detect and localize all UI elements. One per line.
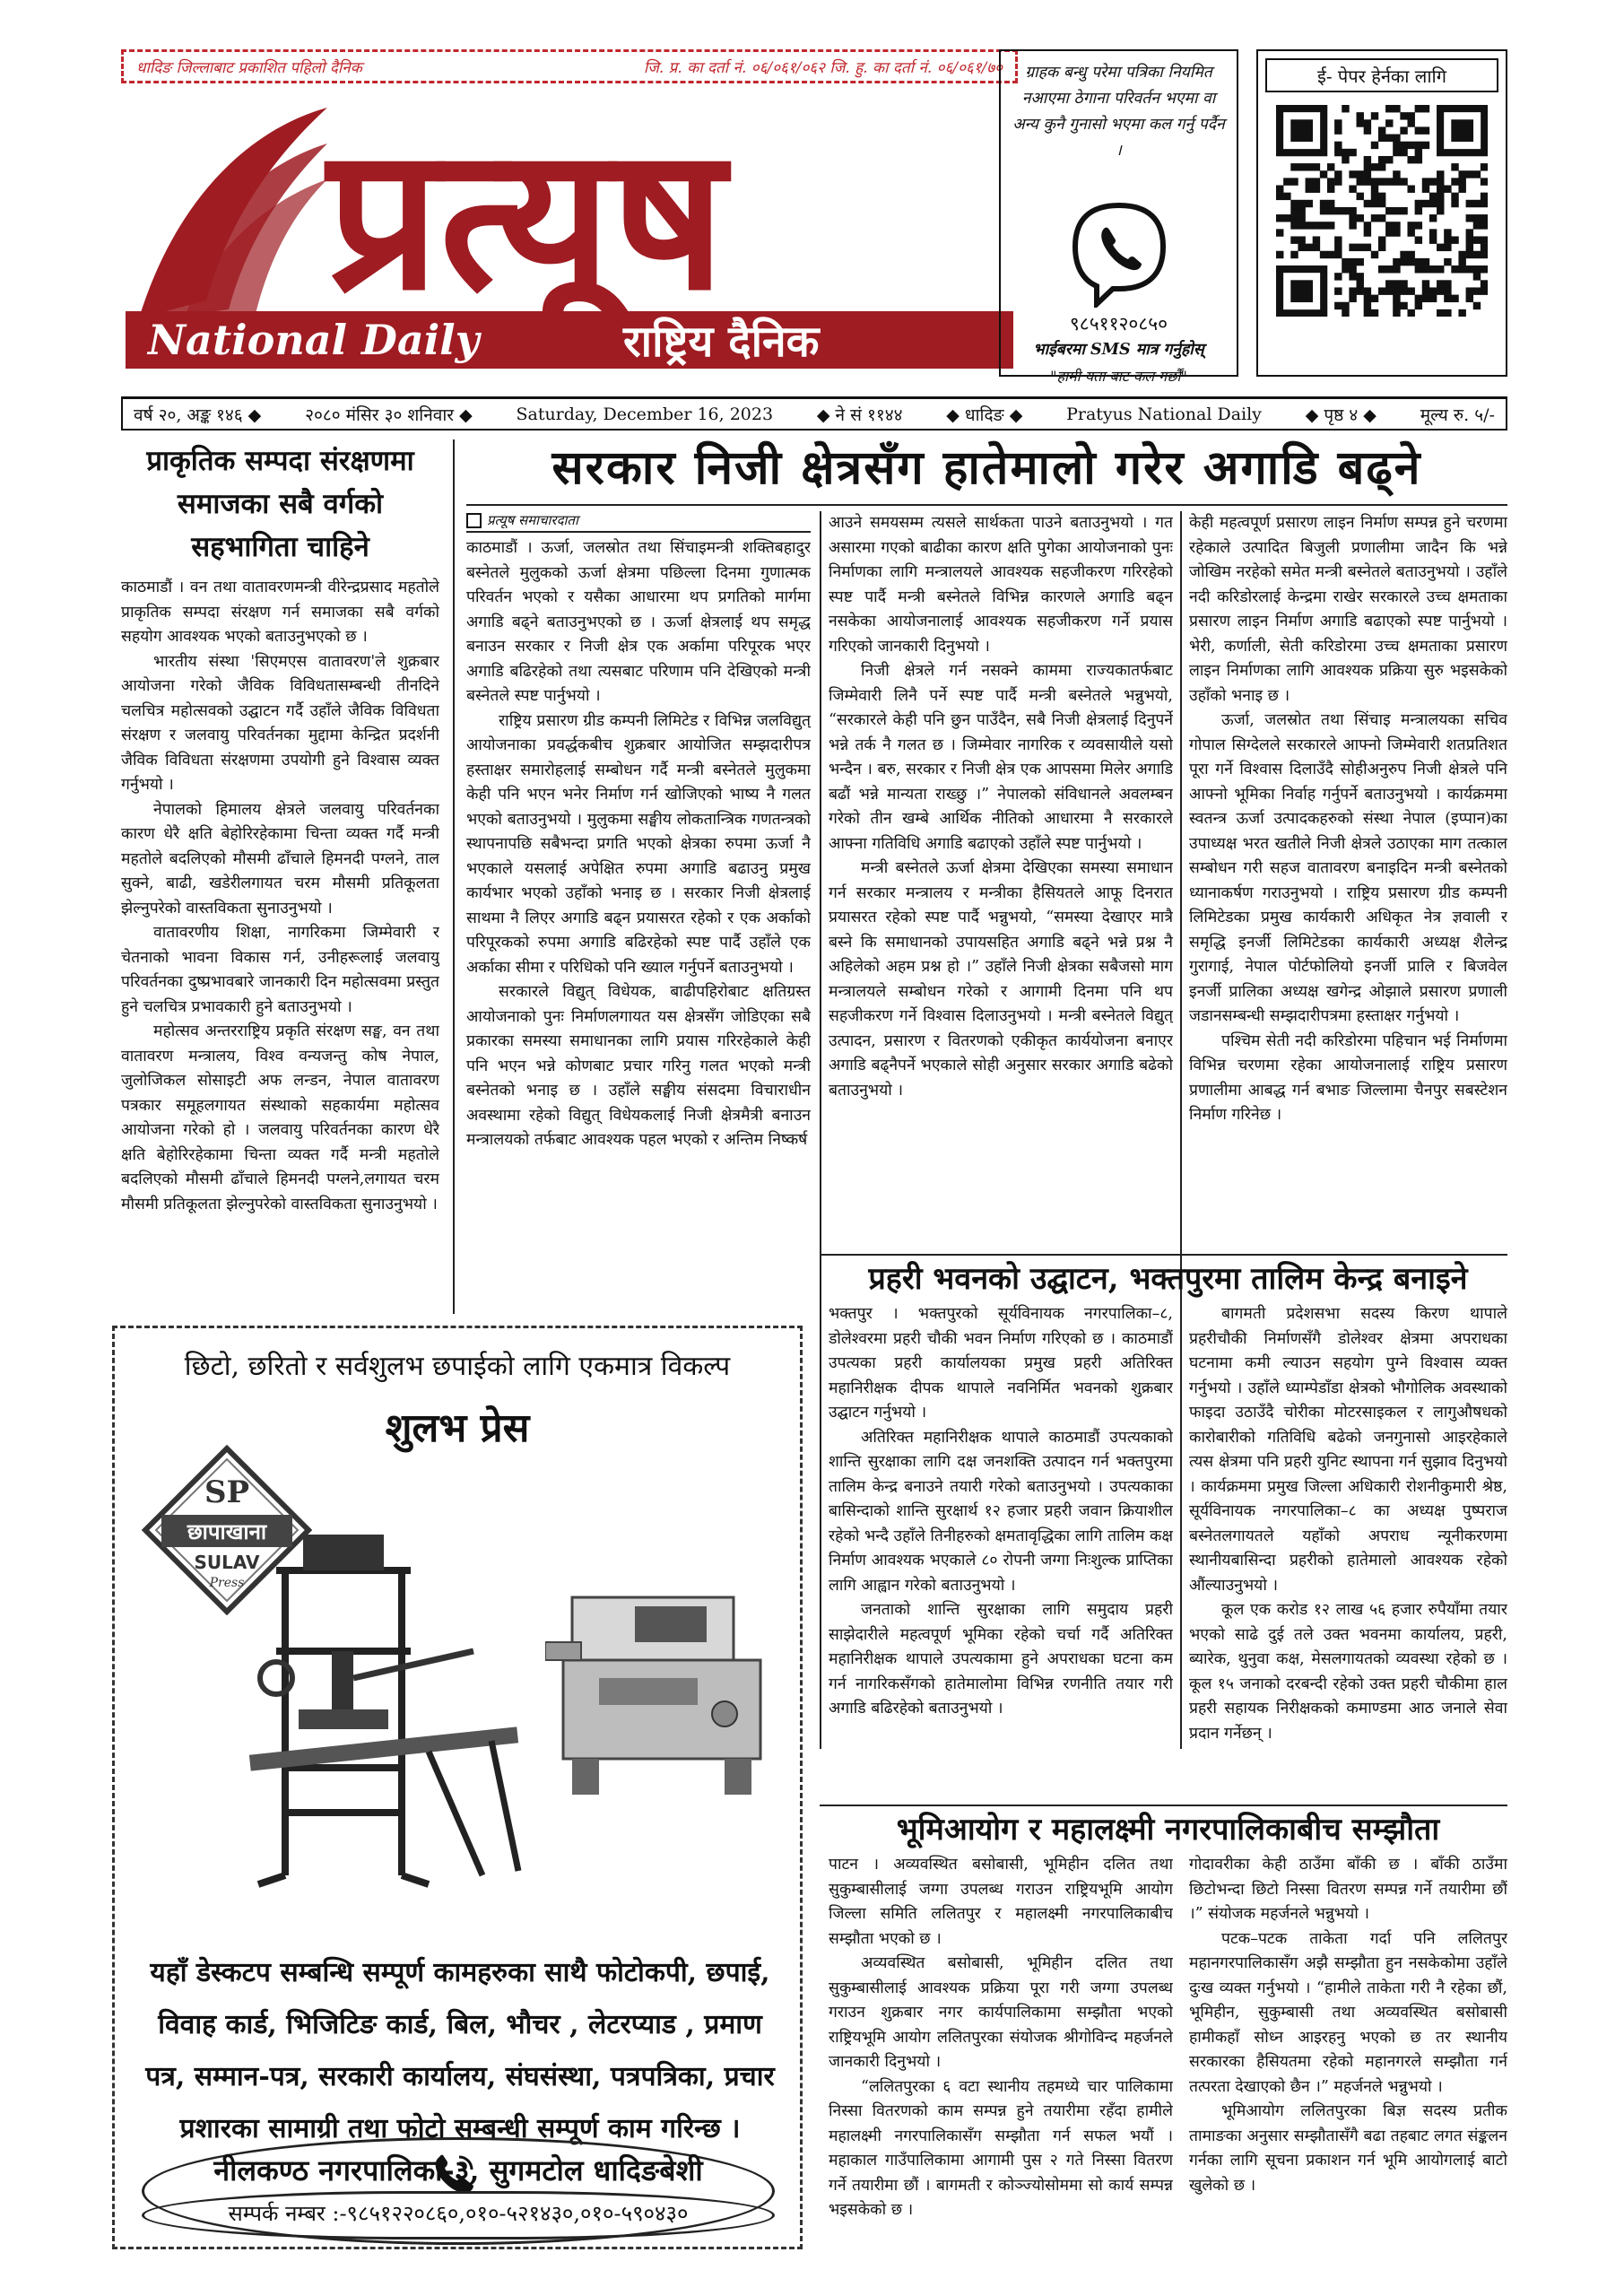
masthead-title: प्रत्यूष <box>327 101 725 334</box>
epaper-box <box>1256 49 1507 377</box>
section-rule <box>820 1254 1507 1256</box>
paragraph: पश्चिम सेती नदी करिडोरमा पहिचान भई निर्माणमा विभिन्न चरणमा रहेका आयोजनालाई राष्ट्रिय प्रसारण प्रणालीमा आबद्ध गर्न बभाङ जिल्लामा चैनपुर सबस्टेशन निर्माण गरिनेछ । <box>1189 1031 1507 1124</box>
paragraph: अतिरिक्त महानिरीक्षक थापाले काठमाडौं उपत्यकाको शान्ति सुरक्षाका लागि दक्ष जनशक्ति उत्पादन गर्न भक्तपुरमा तालिम केन्द्र बनाउने तयारी गरेको बताउनुभयो । उपत्यकाका बासिन्दाको शान्ति सुरक्षार्थ १२ हजार प्रहरी जवान क्रियाशील रहेको भन्दै उहाँले तिनीहरुको क्षमतावृद्धिका लागि तालिम कक्ष निर्माण आवश्यक भएकाले ८० रोपनी जग्गा निःशुल्क प्राप्तिका लागि आह्वान गरेको बताउनुभयो । <box>829 1428 1173 1595</box>
paragraph: पाटन । अव्यवस्थित बसोबासी, भूमिहीन दलित तथा सुकुम्बासीलाई जग्गा उपलब्ध गराउन राष्ट्रियभूमि आयोग जिल्ला समिति ललितपुर र महालक्ष्मी नगरपालिकाबीच सम्झौता भएको छ । <box>829 1856 1173 1948</box>
paragraph: सरकारले विद्युत् विधेयक, बाढीपहिरोबाट क्षतिग्रस्त आयोजनाको पुनः निर्माणलगायत यस क्षेत्रसँग जोडिएका सबै प्रकारका समस्या समाधानका लागि प्रयास गरिरहेकाले केही पनि भएन भन्ने कोणबाट प्रचार गरिनु गलत भएको मन्त्री बस्नेतको भनाइ छ । उहाँले सङ्घीय संसदमा विचाराधीन अवस्थामा रहेको विद्युत् विधेयकलाई निजी क्षेत्रमैत्री बनाउन मन्त्रालयको तर्फबाट आवश्यक पहल भएको र अन्तिम निष्कर्ष <box>466 983 811 1149</box>
advert-contact: सम्पर्क नम्बर :-९८५१२२०८६०,०१०-५२१४३०,०१०-५९०४३० <box>228 2201 689 2226</box>
article-land-col2 <box>1189 1853 1507 2248</box>
epaper-label: ई- पेपर हेर्नका लागि <box>1265 58 1498 92</box>
advert-contact-oval <box>142 2137 775 2245</box>
offset-machine-illustration <box>545 1579 778 1804</box>
paragraph: नेपालको हिमालय क्षेत्रले जलवायु परिवर्तनका कारण धेरै क्षति बेहोरिरहेकामा चिन्ता व्यक्त गर्दै मन्त्री महतोले बदलिएको मौसमी ढाँचाले हिमनदी पग्लने, ताल सुक्ने, बाढी, खडेरीलगायत चरम मौसमी प्रतिकूलता झेल्नुपरेको वास्तविकता सुनाउनुभयो । <box>121 800 439 918</box>
checkbox-icon <box>466 513 482 528</box>
article-lead-col1-body <box>466 536 811 1312</box>
dateline-item: २०८० मंसिर ३० शनिवार ◆ <box>305 404 473 425</box>
article-lead-col2 <box>829 511 1173 1251</box>
paragraph: भक्तपुर । भक्तपुरको सूर्यविनायक नगरपालिका–८, डोलेश्वरमा प्रहरी चौकी भवन निर्माण गरिएको छ । काठमाडौं उपत्यका प्रहरी कार्यालयका प्रमुख प्रहरी अतिरिक्त महानिरीक्षक दीपक थापाले नवनिर्मित भवनको शुक्रबार उद्घाटन गर्नुभयो । <box>829 1305 1173 1422</box>
paragraph: वातावरणीय शिक्षा, नागरिकमा जिम्मेवारी र चेतनाको भावना विकास गर्न, उनीहरूलाई जलवायु परिवर्तनका दुष्प्रभावबारे जानकारी दिन महोत्सवमा प्रस्तुत हुने चलचित्र प्रभावकारी हुने बताउनुभयो । <box>121 924 439 1016</box>
registration-left: धादिङ जिल्लाबाट प्रकाशित पहिलो दैनिक <box>136 58 362 77</box>
article-police-col1-body <box>829 1302 1173 1800</box>
masthead-english: National Daily <box>148 316 480 364</box>
paragraph: अव्यवस्थित बसोबासी, भूमिहीन दलित तथा सुकुम्बासीलाई आवश्यक प्रक्रिया पूरा गरी जग्गा उपलब्ध गराउन शुक्रबार नगर कार्यपालिकामा सम्झौता भएको राष्ट्रियभूमि आयोग ललितपुरका संयोजक श्रीगोविन्द महर्जनले जानकारी दिनुभयो । <box>829 1954 1173 2071</box>
byline-text: प्रत्यूष समाचारदाता <box>487 512 578 528</box>
article-lead <box>466 439 1507 497</box>
paragraph: कूल एक करोड १२ लाख ५६ हजार रुपैयाँमा तयार भएको साढे दुई तले उक्त भवनमा कार्यालय, प्रहरी, ब्यारेक, थुनुवा कक्ष, मेसलगायतको व्यवस्था रहेको छ । कूल १५ जनाको दरबन्दी रहेको उक्त प्रहरी चौकीमा हाल प्रहरी सहायक निरीक्षकको कमाण्डमा आठ जनाले सेवा प्रदान गर्नेछन् । <box>1189 1601 1507 1743</box>
column-rule <box>820 511 821 1749</box>
viber-phone-icon <box>1070 200 1168 308</box>
paragraph: काठमाडौं । वन तथा वातावरणमन्त्री वीरेन्द्रप्रसाद महतोले प्राकृतिक सम्पदा संरक्षण गर्न समाजका सबै वर्गको सहयोग आवश्यक भएको बताउनुभएको छ । <box>121 578 439 646</box>
paragraph: केही महत्वपूर्ण प्रसारण लाइन निर्माण सम्पन्न हुने चरणमा रहेकाले उत्पादित बिजुली प्रणालीमा जादैन कि भन्ने जोखिम नरहेको समेत मन्त्री बस्नेतले बताउनुभयो । उहाँले नदी करिडोरलाई केन्द्रमा राखेर सरकारले उच्च क्षमताका प्रसारण लाइन निर्माण अगाडि बढाएको स्पष्ट पार्नुभयो । भेरी, कर्णाली, सेती करिडोरमा उच्च क्षमताका प्रसारण लाइन निर्माणका लागि आवश्यक प्रक्रिया सुरु भइसकेको उहाँको भनाइ छ । <box>1189 514 1507 705</box>
headline-rule <box>466 504 1507 506</box>
dateline-bar <box>121 396 1507 430</box>
advert-description: यहाँ डेस्कटप सम्बन्धि सम्पूर्ण कामहरुका साथै फोटोकपी, छपाई, विवाह कार्ड, भिजिटिङ कार्ड, बिल, भौचर , लेटरप्याड , प्रमाण पत्र, सम्मान-पत्र, सरकारी कार्यालय, संघसंस्था, पत्रपत्रिका, प्रचार प्रशारका सामाग्री तथा फोटो सम्बन्धी सम्पूर्ण काम गरिन्छ । <box>145 1957 775 2144</box>
subscription-box <box>999 49 1238 385</box>
paragraph: निजी क्षेत्रले गर्न नसक्ने काममा राज्यकातर्फबाट जिम्मेवारी लिनै पर्ने स्पष्ट पार्दै मन्त्री बस्नेतले भन्नुभयो, “सरकारले केही पनि छुन पाउँदैन, सबै निजी क्षेत्रलाई दिनुपर्ने भन्ने तर्क नै गलत छ । जिम्मेवार नागरिक र व्यवसायीले यसो भन्दैन । बरु, सरकार र निजी क्षेत्र एक आपसमा मिलेर अगाडि बढौं भन्ने मान्यता राख्छु ।” नेपालको संविधानले अवलम्बन गरेको तीन खम्बे आर्थिक नीतिको आधारमा नै सरकारले आफ्ना गतिविधि अगाडि बढाएको उहाँले स्पष्ट पार्नुभयो । <box>829 662 1173 853</box>
masthead <box>121 94 1018 372</box>
hand-press-illustration <box>249 1517 536 1893</box>
dateline-item: Pratyus National Daily <box>1066 404 1262 424</box>
subscription-slogan: "हामी यता बाट कल गर्छौं" <box>1050 368 1187 385</box>
article-lead-col3 <box>1189 511 1507 1251</box>
paragraph: भूमिआयोग ललितपुरका बिज्ञ सदस्य प्रतीक तामाङका अनुसार सम्झौतासँगै बढा तहबाट लगत संङ्कलन गर्नका लागि सूचना प्रकाशन गर्न भूमि आयोगलाई बाटो खुलेको छ । <box>1189 2102 1507 2195</box>
paragraph: काठमाडौं । ऊर्जा, जलस्रोत तथा सिंचाइमन्त्री शक्तिबहादुर बस्नेतले मुलुकको ऊर्जा क्षेत्रमा पछिल्ला दिनमा गुणात्मक परिवर्तन भएको र यसैका आधारमा थप प्रगतिको मार्गमा अगाडि बढ्ने बताउनुभएको छ । ऊर्जा क्षेत्रलाई थप समृद्ध बनाउन सरकार र निजी क्षेत्र एक अर्कामा परिपूरक भएर अगाडि बढिरहेको तथा त्यसबाट परिणाम पनि देखिएको मन्त्री बस्नेतले स्पष्ट पार्नुभयो । <box>466 539 811 705</box>
article-land-col1-body <box>829 1853 1173 2248</box>
paragraph: जनताको शान्ति सुरक्षाका लागि समुदाय प्रहरी साझेदारीले महत्वपूर्ण भूमिका रहेको चर्चा गर्दै अतिरिक्त महानिरीक्षक थापाले उपत्यकामा हुने अपराधका घटना कम गर्न नागरिकसँगको हातेमालोमा विभिन्न रणनीति तयार गरी अगाडि बढिरहेको बताउनुभयो । <box>829 1601 1173 1718</box>
paragraph: भारतीय संस्था 'सिएमएस वातावरण'ले शुक्रबार आयोजना गरेको जैविक विविधतासम्बन्धी तीनदिने चलचित्र महोत्सवको उद्घाटन गर्दै उहाँले जैविक विविधता संरक्षण र जलवायु परिवर्तनका मुद्दामा केन्द्रित प्रदर्शनी जैविक विविधता संरक्षणमा उपयोगी हुने विश्वास व्यक्त गर्नुभयो । <box>121 652 439 794</box>
article-lead-col1 <box>466 511 811 1312</box>
article-land-col1 <box>829 1853 1173 2248</box>
paragraph: ऊर्जा, जलस्रोत तथा सिंचाइ मन्त्रालयका सचिव गोपाल सिग्देलले सरकारले आफ्नो जिम्मेवारी शतप्रतिशत पूरा गर्ने विश्वास दिलाउँदै सोहीअनुरुप निजी क्षेत्रले पनि आफ्नो भूमिका निर्वाह गर्नुपर्ने बताउनुभयो । कार्यक्रममा स्वतन्त्र ऊर्जा उत्पादकहरुको संस्था नेपाल (इप्पान)का उपाध्यक्ष भरत खतीले निजी क्षेत्रले उठाएका माग तत्काल सम्बोधन गरी सहज वातावरण बनाइदिन मन्त्री बस्नेतको ध्यानाकर्षण गराउनुभयो । राष्ट्रिय प्रसारण ग्रीड कम्पनी लिमिटेडका प्रमुख कार्यकारी अधिकृत नेत्र ज्ञवाली र समृद्धि इनर्जी लिमिटेडका कार्यकारी अध्यक्ष शैलेन्द्र गुरागाई, नेपाल पोर्टफोलियो इनर्जी प्रालि र बिजवेल इनर्जी प्रालिका अध्यक्ष खगेन्द्र ओझाले प्रसारण प्रणाली जडानसम्बन्धी सम्झदारीपत्रमा हस्ताक्षर गर्नुभयो । <box>1189 711 1507 1025</box>
byline <box>466 511 811 533</box>
article-lead-col3-body <box>1189 511 1507 1251</box>
dateline-item: ◆ ने सं ११४४ <box>816 404 903 425</box>
advert-address: नीलकण्ठ नगरपालिका-३, सुगमटोल धादिङबेशी <box>213 2153 703 2187</box>
masthead-logo <box>121 94 1018 372</box>
article-nature-headline: प्राकृतिक सम्पदा संरक्षणमा समाजका सबै वर्गको सहभागिता चाहिने <box>146 445 414 563</box>
dateline-item: वर्ष २०, अङ्क १४६ ◆ <box>134 404 262 425</box>
article-lead-col2-body <box>829 511 1173 1251</box>
article-police-col2-body <box>1189 1302 1507 1800</box>
paragraph: गोदावरीका केही ठाउँमा बाँकी छ । बाँकी ठाउँमा छिटोभन्दा छिटो निस्सा वितरण सम्पन्न गर्ने तयारीमा छौं ।” संयोजक महर्जनले भन्नुभयो । <box>1189 1856 1507 1923</box>
sms-note: भाईबरमा SMS मात्र गर्नुहोस् <box>1033 341 1204 359</box>
logo-english: SULAV <box>194 1552 260 1573</box>
paragraph: महोत्सव अन्तरराष्ट्रिय प्रकृति संरक्षण सङ्घ, वन तथा वातावरण मन्त्रालय, विश्व वन्यजन्तु कोष नेपाल, जुलोजिकल सोसाइटी अफ लन्डन, नेपाल वातावरण पत्रकार समूहलगायत संस्थाको सहकार्यमा महोत्सव आयोजना गरेको हो । जलवायु परिवर्तनका कारण धेरै क्षति बेहोरिरहेकामा चिन्ता व्यक्त गर्दै मन्त्री महतोले बदलिएको मौसमी ढाँचाले हिमनदी पग्लने,लगायत चरम मौसमी प्रतिकूलता झेल्नुपरेको वास्तविकता सुनाउनुभयो । <box>121 1022 439 1213</box>
registration-strip <box>121 49 1018 83</box>
dateline-item: ◆ धादिङ ◆ <box>946 404 1023 425</box>
paragraph: मन्त्री बस्नेतले ऊर्जा क्षेत्रमा देखिएका समस्या समाधान गर्न सरकार मन्त्रालय र मन्त्रीका हैसियतले आफू दिनरात प्रयासरत रहेको स्पष्ट पार्दै भन्नुभयो, “समस्या देखाएर मात्रै बस्ने कि समाधानको उपायसहित अगाडि बढ्ने भन्ने प्रश्न नै अहिलेको अहम प्रश्न हो ।” उहाँले निजी क्षेत्रका सबैजसो माग मन्त्रालयले सम्बोधन गरेको र आगामी दिनमा पनि थप सहजीकरण गर्ने विश्वास दिलाउनुभयो । मन्त्री बस्नेतले विद्युत् उत्पादन, प्रसारण र वितरणको एकीकृत कार्ययोजना बनाएर अगाडि बढ्नैपर्ने भएकाले सोही अनुसार सरकार अगाडि बढेको बताउनुभयो । <box>829 859 1173 1100</box>
article-nature-body <box>121 576 439 1289</box>
paragraph: बागमती प्रदेशसभा सदस्य किरण थापाले प्रहरीचौकी निर्माणसँगै डोलेश्वर क्षेत्रमा अपराधका घटनामा कमी ल्याउन सहयोग पुग्ने विश्वास व्यक्त गर्नुभयो । उहाँले ध्याम्पेडाँडा क्षेत्रको भौगोलिक अवस्थाको फाइदा उठाउँदै चोरीका मोटरसाइकल र लागुऔषधको कारोबारीको गतिविधि बढेको जनगुनासो आइरहेकाले त्यस क्षेत्रमा पनि प्रहरी युनिट स्थापना गर्न सुझाव दिनुभयो । कार्यक्रममा प्रमुख जिल्ला अधिकारी रोशनीकुमारी श्रेष्ठ, सूर्यविनायक नगरपालिका–८ का अध्यक्ष पुष्पराज बस्नेतलगायतले यहाँको अपराध न्यूनीकरणमा स्थानीयबासिन्दा प्रहरीको हातेमालो आवश्यक रहेको औंल्याउनुभयो । <box>1189 1305 1507 1595</box>
column-rule <box>1180 511 1182 1749</box>
article-police-col2 <box>1189 1302 1507 1800</box>
article-police <box>829 1257 1507 1300</box>
section-rule <box>820 1805 1507 1806</box>
dateline-item: Saturday, December 16, 2023 <box>516 404 774 424</box>
qr-code-icon[interactable] <box>1276 105 1488 317</box>
article-police-col1 <box>829 1302 1173 1800</box>
registration-right: जि. प्र. का दर्ता नं. ०६/०६१/०६२ जि. हु. का दर्ता नं. ०६/०६१/७० <box>643 58 1003 77</box>
article-land <box>829 1808 1507 1851</box>
advert-tagline: छिटो, छरितो र सर्वशुलभ छपाईको लागि एकमात्र विकल्प <box>184 1351 731 1382</box>
column-rule <box>453 439 455 1314</box>
logo-text: छापाखाना <box>187 1519 267 1544</box>
article-land-headline: भूमिआयोग र महालक्ष्मी नगरपालिकाबीच सम्झौता <box>896 1812 1440 1848</box>
paragraph: पटक–पटक ताकेता गर्दा पनि ललितपुर महानगरपालिकासँग अझै सम्झौता हुन नसकेकोमा उहाँले दुःख व्यक्त गर्नुभयो । “हामीले ताकेता गरी नै रहेका छौं, भूमिहीन, सुकुम्बासी तथा अव्यवस्थित बसोबासी हामीकहाँ सोध्न आइरहनु भएको छ तर स्थानीय सरकारका हैसियतमा रहेको महानगरले सम्झौता गर्न तत्परता देखाएको छैन ।” महर्जनले भन्नुभयो । <box>1189 1929 1507 2096</box>
article-land-col2-body <box>1189 1853 1507 2248</box>
logo-sub: Press <box>209 1576 245 1590</box>
quill-icon <box>139 108 327 318</box>
subscription-phone: ९८५११२०८५० <box>1069 313 1168 335</box>
paragraph: राष्ट्रिय प्रसारण ग्रीड कम्पनी लिमिटेड र विभिन्न जलविद्युत् आयोजनाका प्रवर्द्धकबीच शुक्रबार आयोजित सम्झदारीपत्र हस्ताक्षर समारोहलाई सम्बोधन गर्दै मन्त्री बस्नेतले मुलुकमा केही पनि भएन भनेर निर्माण गर्न खोजिएको भाष्य नै गलत भएको बताउनुभयो । मुलुकमा सङ्घीय लोकतान्त्रिक गणतन्त्रको स्थापनापछि सबैभन्दा प्रगति भएको क्षेत्रका रुपमा ऊर्जा नै भएकाले यसलाई अपेक्षित रुपमा अगाडि बढाउनु प्रमुख कार्यभार भएको उहाँको भनाइ छ । सरकार निजी क्षेत्रलाई साथमा नै लिएर अगाडि बढ्न प्रयासरत रहेको र एक अर्काको परिपूरकको रुपमा अगाडि बढिरहेको स्पष्ट पार्दै उहाँले एक अर्काका सीमा र परिधिको पनि ख्याल गर्नुपर्ने बताउनुभयो । <box>466 711 811 977</box>
article-police-headline: प्रहरी भवनको उद्घाटन, भक्तपुरमा तालिम केन्द्र बनाइने <box>868 1261 1468 1297</box>
logo-monogram: SP <box>204 1474 250 1510</box>
masthead-tagline: राष्ट्रिय दैनिक <box>623 317 820 367</box>
paragraph: “ललितपुरका ६ वटा स्थानीय तहमध्ये चार पालिकामा निस्सा वितरणको काम सम्पन्न हुने तयारीमा रहँदा हामीले महालक्ष्मी नगरपालिकासँग सम्झौता गर्न सफल भयौं । महाकाल गाउँपालिकामा आगामी पुस २ गते निस्सा वितरण गर्ने तयारीमा छौं । बागमती र कोञ्ज्योसोममा सो कार्य सम्पन्न भइसकेको छ । <box>829 2077 1173 2219</box>
subscription-text: ग्राहक बन्धु परेमा पत्रिका नियमित नआएमा ठेगाना परिवर्तन भएमा वा अन्य कुनै गुनासो भएमा कल गर्नु पर्दैन । <box>1012 64 1225 160</box>
dateline-item: ◆ पृष्ठ ४ ◆ <box>1305 404 1376 425</box>
advert-name: शुलभ प्रेस <box>385 1405 530 1451</box>
dateline-item: मूल्य रु. ५/- <box>1420 404 1495 425</box>
article-lead-headline: सरकार निजी क्षेत्रसँग हातेमालो गरेर अगाडि बढ्ने <box>551 440 1422 495</box>
paragraph: आउने समयसम्म त्यसले सार्थकता पाउने बताउनुभयो । गत असारमा गएको बाढीका कारण क्षति पुगेका आयोजनाको पुनः निर्माणका लागि मन्त्रालयले आवश्यक सहजीकरण गरिरहेको स्पष्ट पार्दै मन्त्री बस्नेतले विभिन्न कारणले अगाडि बढ्न नसकेका आयोजनालाई आवश्यक सहजीकरण गर्ने प्रयास गरिएको जानकारी दिनुभयो । <box>829 514 1173 656</box>
advert-sulav-press <box>112 1326 803 2249</box>
article-nature <box>121 439 439 1289</box>
